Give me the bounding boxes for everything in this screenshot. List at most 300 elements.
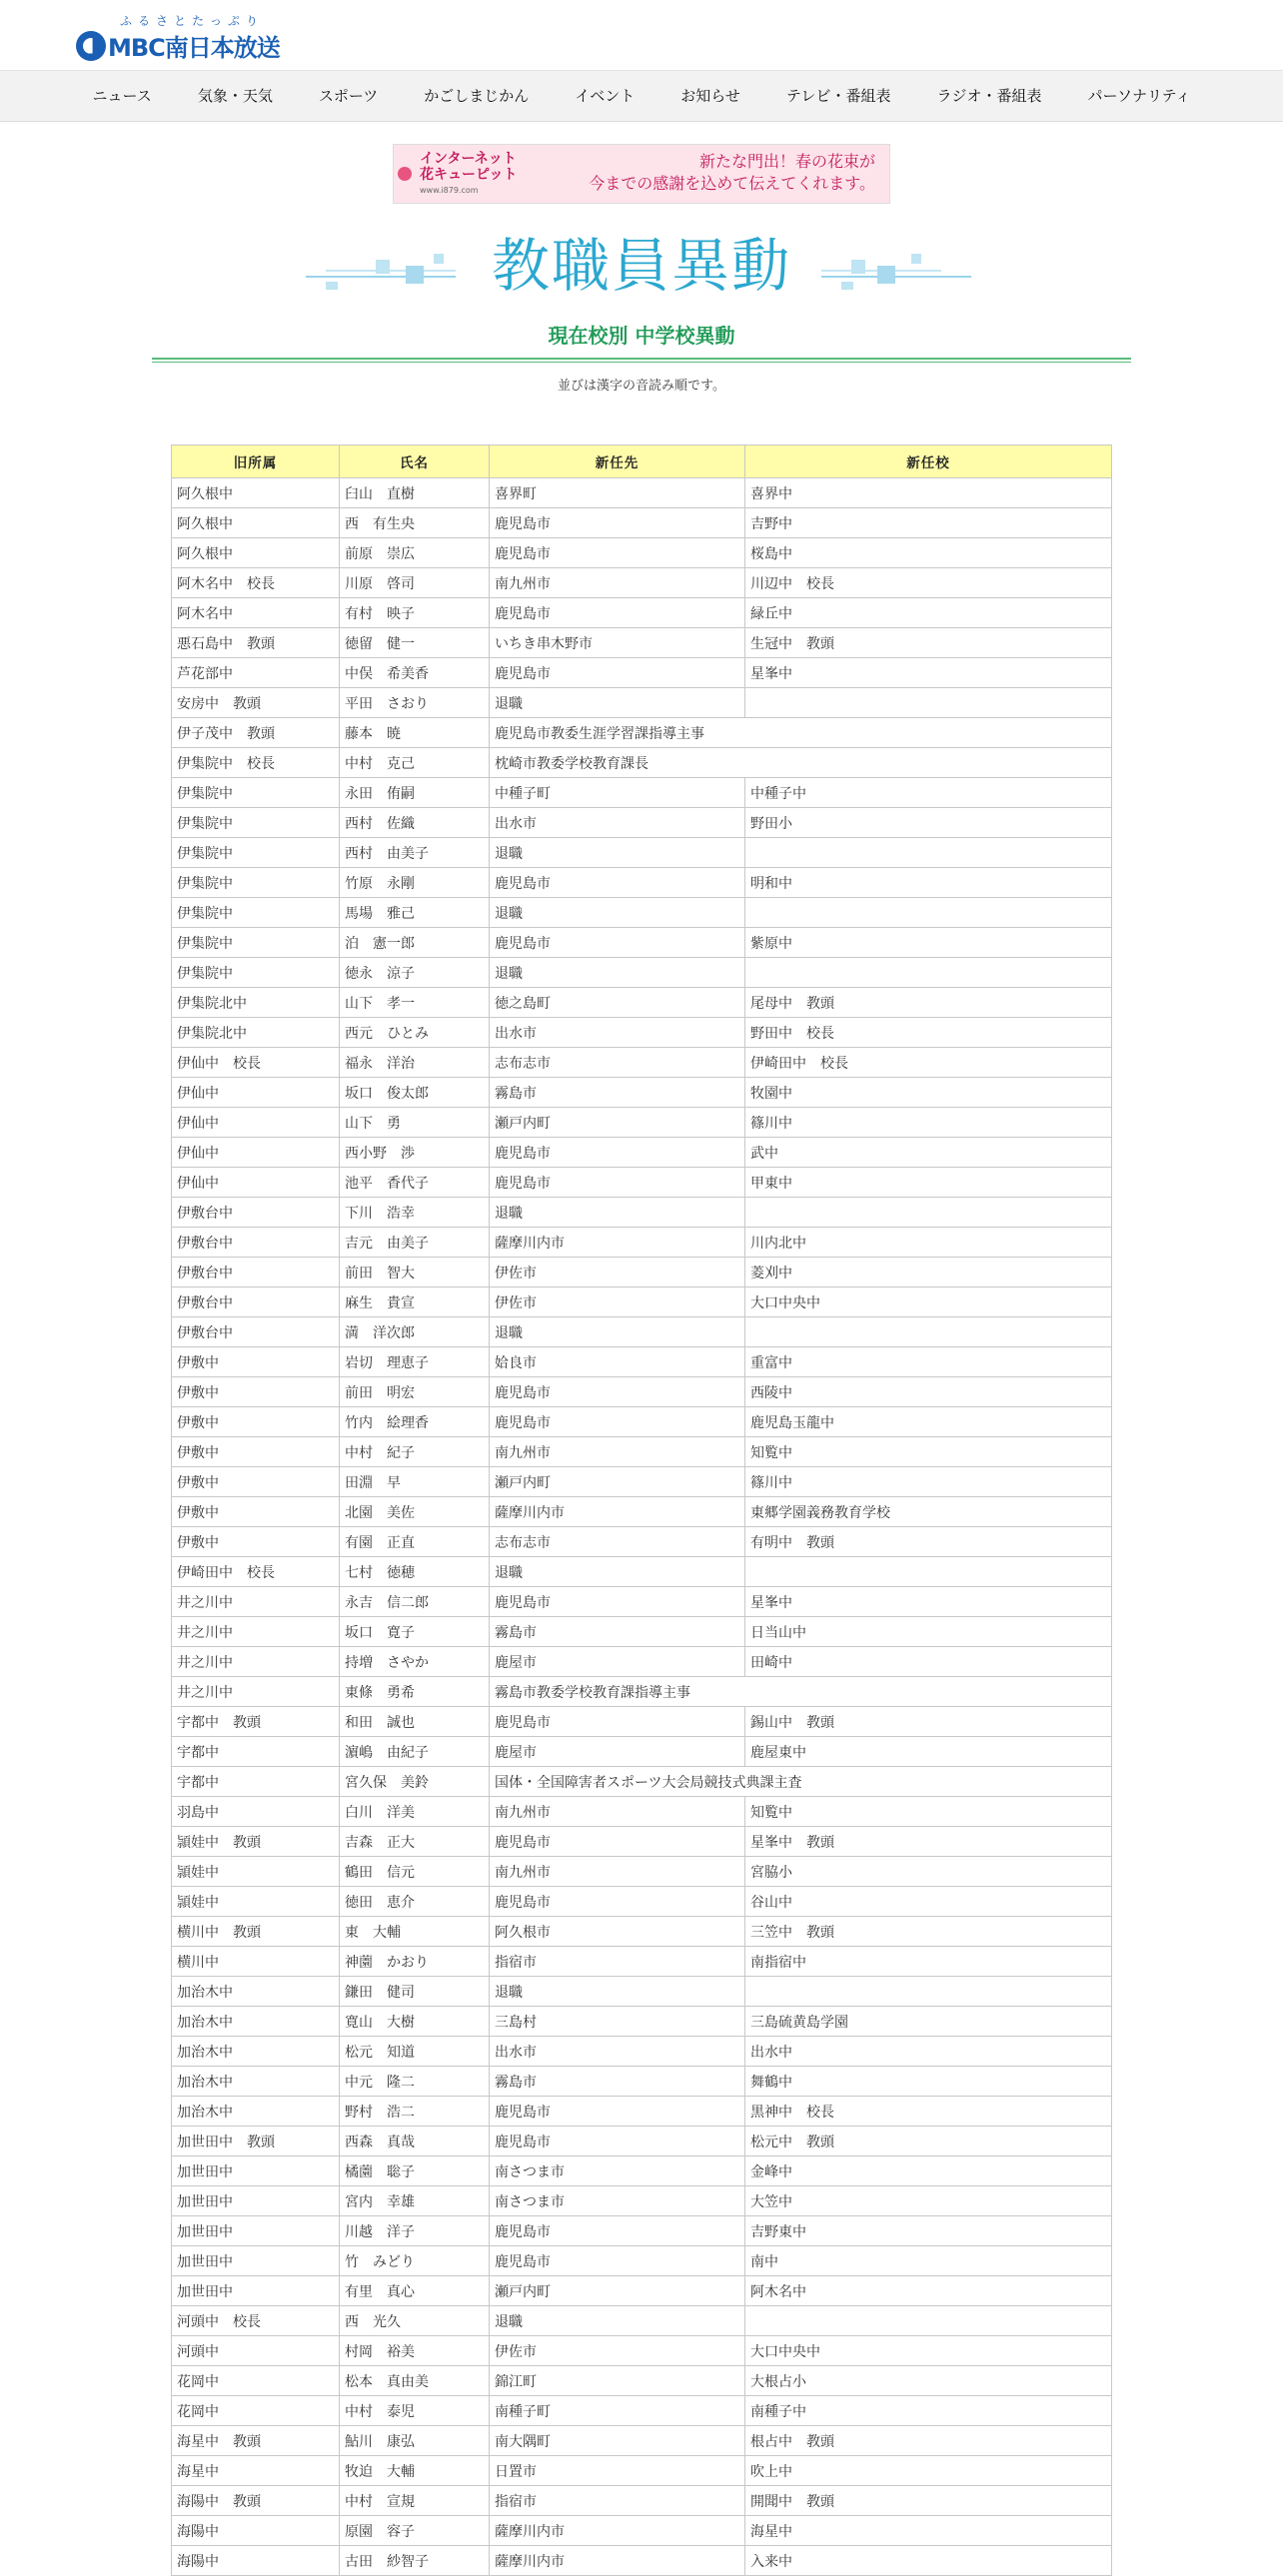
cell-name: 西村 佐織 bbox=[340, 808, 490, 838]
cell-previous-post: 羽島中 bbox=[172, 1797, 340, 1827]
table-row bbox=[172, 1288, 1112, 1317]
cell-name: 西元 ひとみ bbox=[340, 1018, 490, 1048]
cell-previous-post: 加治木中 bbox=[172, 2067, 340, 2097]
cell-previous-post: 阿久根中 bbox=[172, 478, 340, 508]
cell-previous-post: 加治木中 bbox=[172, 1977, 340, 2007]
table-row bbox=[172, 1078, 1112, 1108]
table-row bbox=[172, 1407, 1112, 1437]
cell-new-school: 星峯中 bbox=[745, 1587, 1112, 1617]
cell-new-location: 鹿児島市 bbox=[490, 868, 745, 898]
cell-name: 橘薗 聡子 bbox=[340, 2156, 490, 2186]
table-row bbox=[172, 1018, 1112, 1048]
cell-new-school: 知覧中 bbox=[745, 1797, 1112, 1827]
nav-item-radio-schedule[interactable]: ラジオ・番組表 bbox=[936, 87, 1042, 105]
table-row bbox=[172, 2486, 1112, 2516]
cell-new-school: 中種子中 bbox=[745, 778, 1112, 808]
cell-name: 西 有生央 bbox=[340, 508, 490, 538]
header-previous-post: 旧所属 bbox=[172, 445, 340, 478]
cell-new-school: 桜島中 bbox=[745, 538, 1112, 568]
cell-new-location: 伊佐市 bbox=[490, 1288, 745, 1317]
cell-previous-post: 伊敷台中 bbox=[172, 1288, 340, 1317]
cell-previous-post: 伊仙中 bbox=[172, 1168, 340, 1198]
cell-new-location: 徳之島町 bbox=[490, 988, 745, 1018]
table-row bbox=[172, 1557, 1112, 1587]
cell-previous-post: 伊集院北中 bbox=[172, 1018, 340, 1048]
cell-name: 宮久保 美鈴 bbox=[340, 1767, 490, 1797]
nav-item-weather[interactable]: 気象・天気 bbox=[197, 87, 273, 105]
banner-copy-line2: 今までの感謝を込めて伝えてくれます。 bbox=[589, 174, 875, 193]
header-new-location: 新任先 bbox=[490, 445, 745, 478]
cell-new-location: 指宿市 bbox=[490, 2486, 745, 2516]
cell-new-location: 鹿児島市 bbox=[490, 508, 745, 538]
logo-tagline: ふるさとたっぷり bbox=[120, 14, 265, 28]
cell-new-location: 退職 bbox=[490, 2306, 745, 2336]
cell-name: 牧迫 大輔 bbox=[340, 2456, 490, 2486]
cell-new-school: 牧園中 bbox=[745, 1078, 1112, 1108]
cell-new-school: 阿木名中 bbox=[745, 2276, 1112, 2306]
cell-name: 松元 知道 bbox=[340, 2037, 490, 2067]
cell-previous-post: 宇都中 bbox=[172, 1737, 340, 1767]
nav-item-notices[interactable]: お知らせ bbox=[680, 87, 740, 105]
cell-name: 七村 徳穂 bbox=[340, 1557, 490, 1587]
cell-new-location: 南九州市 bbox=[490, 568, 745, 598]
table-row bbox=[172, 1168, 1112, 1198]
cell-name: 竹原 永剛 bbox=[340, 868, 490, 898]
cell-new-school: 伊崎田中 校長 bbox=[745, 1048, 1112, 1078]
cell-new-school: 生冠中 教頭 bbox=[745, 628, 1112, 658]
title-area bbox=[0, 224, 1283, 316]
cell-name: 古田 紗智子 bbox=[340, 2546, 490, 2576]
table-row bbox=[172, 988, 1112, 1018]
cell-previous-post: 井之川中 bbox=[172, 1677, 340, 1707]
cell-new-location: 中種子町 bbox=[490, 778, 745, 808]
title-decoration-right bbox=[821, 246, 971, 290]
table-row bbox=[172, 628, 1112, 658]
table-row bbox=[172, 2336, 1112, 2366]
cell-new-location: 姶良市 bbox=[490, 1347, 745, 1377]
cell-name: 徳永 涼子 bbox=[340, 958, 490, 988]
cell-previous-post: 加世田中 bbox=[172, 2216, 340, 2246]
cell-name: 山下 勇 bbox=[340, 1108, 490, 1138]
cell-name: 松本 真由美 bbox=[340, 2366, 490, 2396]
cell-new-location: 鹿児島市 bbox=[490, 598, 745, 628]
table-row bbox=[172, 688, 1112, 718]
cell-new-location: 伊佐市 bbox=[490, 1258, 745, 1288]
cell-name: 臼山 直樹 bbox=[340, 478, 490, 508]
cell-name: 中村 宣規 bbox=[340, 2486, 490, 2516]
cell-previous-post: 伊集院中 bbox=[172, 778, 340, 808]
cell-previous-post: 加治木中 bbox=[172, 2007, 340, 2037]
cell-new-school: 宮脇小 bbox=[745, 1857, 1112, 1887]
cell-previous-post: 宇都中 bbox=[172, 1767, 340, 1797]
cell-name: 中元 隆二 bbox=[340, 2067, 490, 2097]
ad-banner[interactable] bbox=[393, 144, 890, 204]
cell-new-location: 国体・全国障害者スポーツ大会局競技式典課主査 bbox=[490, 1767, 1112, 1797]
cell-new-school bbox=[745, 1198, 1112, 1228]
table-row bbox=[172, 2396, 1112, 2426]
cell-new-school: 大口中央中 bbox=[745, 2336, 1112, 2366]
cell-name: 持増 さやか bbox=[340, 1647, 490, 1677]
cell-new-location: 鹿児島市 bbox=[490, 1707, 745, 1737]
table-row bbox=[172, 1827, 1112, 1857]
cell-previous-post: 伊集院中 bbox=[172, 958, 340, 988]
cell-previous-post: 伊敷中 bbox=[172, 1377, 340, 1407]
cell-new-location: 鹿児島市 bbox=[490, 2216, 745, 2246]
table-row bbox=[172, 718, 1112, 748]
cell-previous-post: 河頭中 校長 bbox=[172, 2306, 340, 2336]
table-row bbox=[172, 1797, 1112, 1827]
cell-new-location: 退職 bbox=[490, 1198, 745, 1228]
cell-name: 宮内 幸雄 bbox=[340, 2186, 490, 2216]
table-row bbox=[172, 1767, 1112, 1797]
cell-new-school: 篠川中 bbox=[745, 1467, 1112, 1497]
cell-new-school: 明和中 bbox=[745, 868, 1112, 898]
cell-new-location: 鹿児島市 bbox=[490, 1138, 745, 1168]
cell-name: 西 光久 bbox=[340, 2306, 490, 2336]
table-row bbox=[172, 928, 1112, 958]
cell-name: 吉元 由美子 bbox=[340, 1228, 490, 1258]
cell-name: 有村 映子 bbox=[340, 598, 490, 628]
cell-new-school: 大口中央中 bbox=[745, 1288, 1112, 1317]
cell-new-school: 知覧中 bbox=[745, 1437, 1112, 1467]
cell-previous-post: 海星中 bbox=[172, 2456, 340, 2486]
cell-new-school: 松元中 教頭 bbox=[745, 2127, 1112, 2156]
cell-name: 中村 紀子 bbox=[340, 1437, 490, 1467]
header-new-school: 新任校 bbox=[745, 445, 1112, 478]
logo-mark-icon bbox=[76, 31, 106, 61]
cell-new-school: 野田中 校長 bbox=[745, 1018, 1112, 1048]
cell-name: 寛山 大樹 bbox=[340, 2007, 490, 2037]
cell-previous-post: 伊集院北中 bbox=[172, 988, 340, 1018]
cell-previous-post: 海陽中 教頭 bbox=[172, 2486, 340, 2516]
cell-new-school bbox=[745, 1977, 1112, 2007]
divider bbox=[152, 358, 1131, 363]
cell-previous-post: 海陽中 bbox=[172, 2516, 340, 2546]
cell-new-location: 喜界町 bbox=[490, 478, 745, 508]
cell-new-location: 指宿市 bbox=[490, 1947, 745, 1977]
cell-new-school: 南種子中 bbox=[745, 2396, 1112, 2426]
cell-name: 和田 誠也 bbox=[340, 1707, 490, 1737]
cell-new-location: 鹿屋市 bbox=[490, 1737, 745, 1767]
nav-item-kagoshima-jikan[interactable]: かごしまじかん bbox=[424, 87, 530, 105]
cell-name: 徳留 健一 bbox=[340, 628, 490, 658]
cell-name: 北園 美佐 bbox=[340, 1497, 490, 1527]
cell-new-school: 南指宿中 bbox=[745, 1947, 1112, 1977]
table-row bbox=[172, 1527, 1112, 1557]
cell-previous-post: 加治木中 bbox=[172, 2097, 340, 2127]
table-row bbox=[172, 658, 1112, 688]
cell-new-school: 海星中 bbox=[745, 2516, 1112, 2546]
cell-new-school: 西陵中 bbox=[745, 1377, 1112, 1407]
table-row bbox=[172, 1857, 1112, 1887]
cell-new-school: 東郷学園義務教育学校 bbox=[745, 1497, 1112, 1527]
table-row bbox=[172, 2366, 1112, 2396]
logo-name: MBC南日本放送 bbox=[108, 34, 280, 62]
cell-new-location: 薩摩川内市 bbox=[490, 2516, 745, 2546]
table-row bbox=[172, 2456, 1112, 2486]
cell-new-location: 鹿児島市 bbox=[490, 1168, 745, 1198]
table-row bbox=[172, 778, 1112, 808]
cell-new-school: 吹上中 bbox=[745, 2456, 1112, 2486]
cell-new-school: 鹿屋東中 bbox=[745, 1737, 1112, 1767]
table-row bbox=[172, 1737, 1112, 1767]
cell-new-school: 鹿児島玉龍中 bbox=[745, 1407, 1112, 1437]
cell-name: 鎌田 健司 bbox=[340, 1977, 490, 2007]
cell-new-location: 退職 bbox=[490, 1977, 745, 2007]
nav-item-news[interactable]: ニュース bbox=[92, 87, 152, 105]
cell-new-school: 開聞中 教頭 bbox=[745, 2486, 1112, 2516]
cell-new-school: 喜界中 bbox=[745, 478, 1112, 508]
cell-new-location: 南さつま市 bbox=[490, 2186, 745, 2216]
table-row bbox=[172, 1198, 1112, 1228]
table-row bbox=[172, 1048, 1112, 1078]
cell-previous-post: 海星中 教頭 bbox=[172, 2426, 340, 2456]
cell-previous-post: 伊仙中 校長 bbox=[172, 1048, 340, 1078]
cell-previous-post: 芦花部中 bbox=[172, 658, 340, 688]
cell-previous-post: 頴娃中 教頭 bbox=[172, 1827, 340, 1857]
table-row bbox=[172, 1108, 1112, 1138]
cell-new-location: 鹿児島市 bbox=[490, 2246, 745, 2276]
cell-new-location: 南種子町 bbox=[490, 2396, 745, 2426]
cell-name: 藤本 暁 bbox=[340, 718, 490, 748]
table-row bbox=[172, 1677, 1112, 1707]
cell-previous-post: 加世田中 bbox=[172, 2246, 340, 2276]
cell-name: 川原 啓司 bbox=[340, 568, 490, 598]
table-row bbox=[172, 1347, 1112, 1377]
cell-name: 中村 泰児 bbox=[340, 2396, 490, 2426]
cell-name: 竹内 絵理香 bbox=[340, 1407, 490, 1437]
cell-new-location: 南さつま市 bbox=[490, 2156, 745, 2186]
cell-new-location: 阿久根市 bbox=[490, 1917, 745, 1947]
table-row bbox=[172, 1947, 1112, 1977]
cell-new-location: 南九州市 bbox=[490, 1797, 745, 1827]
cell-new-school: 武中 bbox=[745, 1138, 1112, 1168]
cell-new-location: 霧島市 bbox=[490, 2067, 745, 2097]
cell-new-location: 霧島市 bbox=[490, 1617, 745, 1647]
cell-previous-post: 伊敷台中 bbox=[172, 1258, 340, 1288]
cell-name: 馬場 雅己 bbox=[340, 898, 490, 928]
cell-new-school: 星峯中 bbox=[745, 658, 1112, 688]
cell-new-school: 谷山中 bbox=[745, 1887, 1112, 1917]
cell-name: 前原 崇広 bbox=[340, 538, 490, 568]
cell-name: 有園 正直 bbox=[340, 1527, 490, 1557]
cell-new-school: 篠川中 bbox=[745, 1108, 1112, 1138]
cell-name: 東條 勇希 bbox=[340, 1677, 490, 1707]
cell-previous-post: 阿木名中 校長 bbox=[172, 568, 340, 598]
cell-new-school: 錫山中 教頭 bbox=[745, 1707, 1112, 1737]
cell-previous-post: 悪石島中 教頭 bbox=[172, 628, 340, 658]
cell-name: 竹 みどり bbox=[340, 2246, 490, 2276]
table-row bbox=[172, 958, 1112, 988]
cell-name: 田淵 早 bbox=[340, 1467, 490, 1497]
table-row bbox=[172, 1977, 1112, 2007]
cell-previous-post: 阿木名中 bbox=[172, 598, 340, 628]
cell-previous-post: 伊集院中 bbox=[172, 868, 340, 898]
main-nav bbox=[0, 70, 1283, 122]
table-row bbox=[172, 1228, 1112, 1258]
table-row bbox=[172, 838, 1112, 868]
table-row bbox=[172, 1437, 1112, 1467]
cell-new-location: 鹿児島市 bbox=[490, 538, 745, 568]
cell-new-location: 退職 bbox=[490, 838, 745, 868]
cell-new-location: 霧島市教委学校教育課指導主事 bbox=[490, 1677, 1112, 1707]
cell-name: 中村 克己 bbox=[340, 748, 490, 778]
cell-new-school: 南中 bbox=[745, 2246, 1112, 2276]
cell-new-school: 川内北中 bbox=[745, 1228, 1112, 1258]
cell-name: 村岡 裕美 bbox=[340, 2336, 490, 2366]
table-row bbox=[172, 808, 1112, 838]
cell-previous-post: 伊敷中 bbox=[172, 1527, 340, 1557]
cell-previous-post: 伊集院中 bbox=[172, 808, 340, 838]
cell-new-school bbox=[745, 838, 1112, 868]
cell-name: 坂口 俊太郎 bbox=[340, 1078, 490, 1108]
cell-new-location: 出水市 bbox=[490, 1018, 745, 1048]
cell-previous-post: 伊敷中 bbox=[172, 1347, 340, 1377]
table-row bbox=[172, 748, 1112, 778]
header-name: 氏名 bbox=[340, 445, 490, 478]
cell-previous-post: 伊敷台中 bbox=[172, 1228, 340, 1258]
cell-previous-post: 加世田中 教頭 bbox=[172, 2127, 340, 2156]
cell-new-location: 日置市 bbox=[490, 2456, 745, 2486]
cell-previous-post: 横川中 bbox=[172, 1947, 340, 1977]
table-row bbox=[172, 2546, 1112, 2576]
cell-name: 吉森 正大 bbox=[340, 1827, 490, 1857]
table-row bbox=[172, 1647, 1112, 1677]
table-row bbox=[172, 2216, 1112, 2246]
cell-previous-post: 伊集院中 bbox=[172, 898, 340, 928]
nav-item-tv-schedule[interactable]: テレビ・番組表 bbox=[785, 87, 891, 105]
cell-name: 満 洋次郎 bbox=[340, 1317, 490, 1347]
cell-new-location: 鹿児島市教委生涯学習課指導主事 bbox=[490, 718, 1112, 748]
table-row bbox=[172, 1617, 1112, 1647]
cell-new-location: 錦江町 bbox=[490, 2366, 745, 2396]
cell-new-location: 鹿児島市 bbox=[490, 1587, 745, 1617]
table-row bbox=[172, 568, 1112, 598]
cell-new-school bbox=[745, 688, 1112, 718]
cell-name: 麻生 貴宣 bbox=[340, 1288, 490, 1317]
table-row bbox=[172, 508, 1112, 538]
cell-new-school: 有明中 教頭 bbox=[745, 1527, 1112, 1557]
cell-previous-post: 伊崎田中 校長 bbox=[172, 1557, 340, 1587]
cell-name: 西森 真哉 bbox=[340, 2127, 490, 2156]
cell-name: 徳田 恵介 bbox=[340, 1887, 490, 1917]
cell-previous-post: 伊集院中 校長 bbox=[172, 748, 340, 778]
cell-new-school: 大根占小 bbox=[745, 2366, 1112, 2396]
cell-new-location: 鹿児島市 bbox=[490, 2097, 745, 2127]
cell-name: 西小野 渉 bbox=[340, 1138, 490, 1168]
table-row bbox=[172, 2426, 1112, 2456]
table-row bbox=[172, 2276, 1112, 2306]
nav-item-events[interactable]: イベント bbox=[575, 87, 636, 105]
cell-name: 鶴田 信元 bbox=[340, 1857, 490, 1887]
table-row bbox=[172, 2097, 1112, 2127]
cell-new-school: 紫原中 bbox=[745, 928, 1112, 958]
cell-new-location: 退職 bbox=[490, 1317, 745, 1347]
cell-new-school: 日当山中 bbox=[745, 1617, 1112, 1647]
cell-new-location: 薩摩川内市 bbox=[490, 1228, 745, 1258]
cell-new-school: 川辺中 校長 bbox=[745, 568, 1112, 598]
cell-name: 福永 洋治 bbox=[340, 1048, 490, 1078]
cell-previous-post: 阿久根中 bbox=[172, 538, 340, 568]
cell-previous-post: 伊仙中 bbox=[172, 1078, 340, 1108]
cell-previous-post: 伊仙中 bbox=[172, 1138, 340, 1168]
cell-new-school: 重富中 bbox=[745, 1347, 1112, 1377]
cell-name: 坂口 寛子 bbox=[340, 1617, 490, 1647]
cell-name: 永田 侑嗣 bbox=[340, 778, 490, 808]
cell-previous-post: 花岡中 bbox=[172, 2366, 340, 2396]
cell-name: 前田 智大 bbox=[340, 1258, 490, 1288]
cell-new-location: 鹿児島市 bbox=[490, 1407, 745, 1437]
cell-new-location: 鹿児島市 bbox=[490, 1827, 745, 1857]
cell-new-school bbox=[745, 1557, 1112, 1587]
cell-name: 永吉 信二郎 bbox=[340, 1587, 490, 1617]
cell-new-location: 伊佐市 bbox=[490, 2336, 745, 2366]
cell-new-location: 瀬戸内町 bbox=[490, 1467, 745, 1497]
transfer-table bbox=[171, 444, 1112, 2576]
cell-new-location: いちき串木野市 bbox=[490, 628, 745, 658]
cell-name: 泊 憲一郎 bbox=[340, 928, 490, 958]
cell-new-location: 三島村 bbox=[490, 2007, 745, 2037]
cell-previous-post: 伊集院中 bbox=[172, 838, 340, 868]
table-row bbox=[172, 2007, 1112, 2037]
cell-new-school: 舞鶴中 bbox=[745, 2067, 1112, 2097]
table-row bbox=[172, 1917, 1112, 1947]
table-row bbox=[172, 2156, 1112, 2186]
table-row bbox=[172, 1467, 1112, 1497]
cell-previous-post: 加世田中 bbox=[172, 2156, 340, 2186]
cell-previous-post: 加世田中 bbox=[172, 2276, 340, 2306]
cell-previous-post: 伊敷中 bbox=[172, 1497, 340, 1527]
cell-new-location: 瀬戸内町 bbox=[490, 2276, 745, 2306]
table-row bbox=[172, 2067, 1112, 2097]
cell-new-location: 薩摩川内市 bbox=[490, 2546, 745, 2576]
cell-new-school: 三笠中 教頭 bbox=[745, 1917, 1112, 1947]
table-row bbox=[172, 1707, 1112, 1737]
cell-new-school bbox=[745, 1317, 1112, 1347]
table-row bbox=[172, 2306, 1112, 2336]
cell-new-location: 鹿児島市 bbox=[490, 928, 745, 958]
table-row bbox=[172, 478, 1112, 508]
cell-new-school bbox=[745, 958, 1112, 988]
cell-name: 池平 香代子 bbox=[340, 1168, 490, 1198]
cell-previous-post: 伊敷中 bbox=[172, 1467, 340, 1497]
cell-new-school: 田崎中 bbox=[745, 1647, 1112, 1677]
cell-name: 白川 洋美 bbox=[340, 1797, 490, 1827]
cell-name: 平田 さおり bbox=[340, 688, 490, 718]
cell-new-school: 尾母中 教頭 bbox=[745, 988, 1112, 1018]
nav-item-sports[interactable]: スポーツ bbox=[318, 87, 379, 105]
cell-new-location: 鹿児島市 bbox=[490, 658, 745, 688]
table-header-row bbox=[172, 445, 1112, 478]
cell-new-school: 根占中 教頭 bbox=[745, 2426, 1112, 2456]
cell-new-location: 退職 bbox=[490, 958, 745, 988]
cell-previous-post: 井之川中 bbox=[172, 1587, 340, 1617]
table-row bbox=[172, 2516, 1112, 2546]
cell-new-school: 緑丘中 bbox=[745, 598, 1112, 628]
table-row bbox=[172, 1258, 1112, 1288]
table-row bbox=[172, 868, 1112, 898]
table-row bbox=[172, 2127, 1112, 2156]
cell-new-school: 黒神中 校長 bbox=[745, 2097, 1112, 2127]
cell-new-school bbox=[745, 898, 1112, 928]
cell-previous-post: 伊集院中 bbox=[172, 928, 340, 958]
table-row bbox=[172, 1317, 1112, 1347]
nav-item-personality[interactable]: パーソナリティ bbox=[1087, 87, 1191, 105]
cell-previous-post: 加治木中 bbox=[172, 2037, 340, 2067]
cell-previous-post: 花岡中 bbox=[172, 2396, 340, 2426]
cell-new-school bbox=[745, 2306, 1112, 2336]
cell-new-location: 霧島市 bbox=[490, 1078, 745, 1108]
